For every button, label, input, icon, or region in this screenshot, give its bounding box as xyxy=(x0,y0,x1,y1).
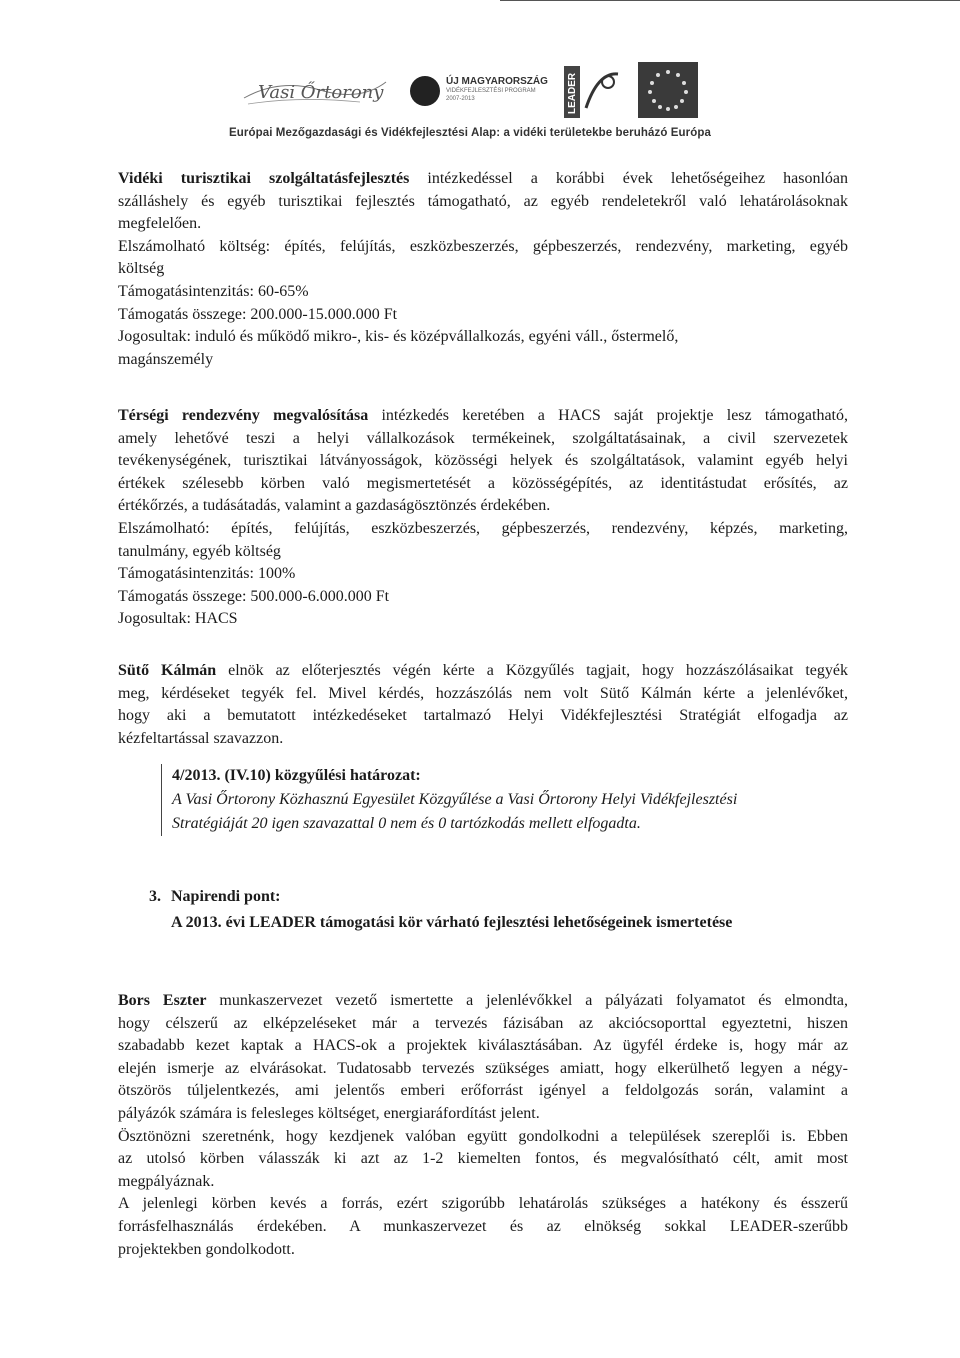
section-vote-request xyxy=(118,660,848,750)
text-line: elnök az előterjesztés végén kérte a Közgyűlés tagjait, hogy hozzászólásaikat tegyék xyxy=(216,662,848,679)
text-line: Elszámolható költség: építés, felújítás, eszközbeszerzés, gépbeszerzés, rendezvény, marketing, egyéb xyxy=(118,237,848,255)
text-line: meg, kérdéseket tegyék fel. Mivel kérdés, hozzászólás nem volt Sütő Kálmán kérte a jelenlévőket, xyxy=(118,684,848,702)
hu-logo-years: 2007-2013 xyxy=(446,96,475,102)
text-line: pályázók számára is felesleges költséget, energiaráfordítást jelent. xyxy=(118,1104,540,1122)
text-line: Jogosultak: HACS xyxy=(118,610,238,628)
text-line: munkaszervezet vezető ismertette a jelenlévőkkel a pályázati folyamatot és elmondta, xyxy=(206,992,849,1009)
agenda-label: Napirendi pont: xyxy=(171,888,281,905)
agenda-item xyxy=(149,885,849,935)
text-line: megfelelően. xyxy=(118,215,202,233)
text-line: A jelenlegi körben kevés a forrás, ezért szigorúbb lehatárolás szükséges a hatékony és ésszerű xyxy=(118,1195,848,1213)
speaker-name: Sütő Kálmán xyxy=(118,662,217,679)
text-line: költség xyxy=(118,260,165,278)
text-line: elején ismerje az elvárásokat. Tudatosabb tervezés szükséges amiatt, hogy elkerülhető legyen a négy- xyxy=(118,1059,848,1077)
text-line: Támogatásintenzitás: 100% xyxy=(118,565,296,583)
header-logos xyxy=(240,58,700,123)
text-line: projektekben gondolkodott. xyxy=(118,1240,295,1258)
program-emblem-icon xyxy=(410,76,440,106)
text-line: Támogatás összege: 200.000-15.000.000 Ft xyxy=(118,305,398,323)
eu-flag-logo xyxy=(638,62,698,118)
text-line: amely lehetővé teszi a helyi vállalkozások termékeinek, szolgáltatásainak, a civil szervezetek xyxy=(118,429,848,447)
text-line: Támogatás összege: 500.000-6.000.000 Ft xyxy=(118,587,390,605)
text-line: intézkedés keretében a HACS saját projektje lesz támogatható, xyxy=(368,407,848,424)
text-line: kézfeltartással szavazzon. xyxy=(118,729,284,747)
text-line: Stratégiáját 20 igen szavazattal 0 nem és 0 tartózkodás mellett elfogadta. xyxy=(172,815,641,832)
section-title: Térségi rendezvény megvalósítása xyxy=(118,407,369,424)
text-line: Ösztönözni szeretnénk, hogy kezdjenek valóban együtt gondolkodni a települések szereplői is. Ebben xyxy=(118,1127,848,1145)
header-caption: Európai Mezőgazdasági és Vidékfejlesztési Alap: a vidéki területekbe beruházó Európa xyxy=(229,127,711,139)
agenda-number: 3. xyxy=(149,888,161,905)
resolution-text xyxy=(172,788,872,836)
hu-logo-title: ÚJ MAGYARORSZÁG xyxy=(446,76,548,87)
leader-logo-text: LEADER xyxy=(567,72,578,114)
section-regional-event xyxy=(118,405,848,631)
text-line: Jogosultak: induló és működő mikro-, kis- és középvállalkozás, egyéni váll., őstermelő, xyxy=(118,328,679,346)
text-line: megpályáznak. xyxy=(118,1172,215,1190)
text-line: magánszemély xyxy=(118,350,214,368)
text-line: intézkedéssel a korábbi évek lehetőségeihez hasonlóan xyxy=(409,170,848,187)
section-leader-briefing xyxy=(118,990,848,1261)
text-line: értékek szélesebb körben való megismertetését a közösségépítés, az identitástudat erősítés, az xyxy=(118,474,848,492)
text-line: A Vasi Őrtorony Közhasznú Egyesület Közgyűlése a Vasi Őrtorony Helyi Vidékfejlesztési xyxy=(172,791,738,808)
section-title: Vidéki turisztikai szolgáltatásfejlesztés xyxy=(118,170,410,187)
hu-logo-subtitle: VIDÉKFEJLESZTÉSI PROGRAM xyxy=(446,88,536,94)
text-line: az utolsó körben válasszák ki azt az 1-2 kiemelten fontos, és megvalósítható célt, amit most xyxy=(118,1150,848,1168)
text-line: tanulmány, egyéb költség xyxy=(118,542,281,560)
text-line: értékőrzés, a tudásátadás, valamint a gazdaságösztönzés érdekében. xyxy=(118,497,551,515)
agenda-title: A 2013. évi LEADER támogatási kör várható fejlesztési lehetőségeinek ismertetése xyxy=(171,914,733,931)
section-rural-tourism xyxy=(118,168,848,371)
text-line: hogy aki a bemutatott intézkedéseket tartalmazó Helyi Vidékfejlesztési Stratégiát elfogadja az xyxy=(118,707,848,725)
text-line: forrásfelhasználás érdekében. A munkaszervezet és az elnökség sokkal LEADER-szerűbb xyxy=(118,1217,848,1235)
speaker-name: Bors Eszter xyxy=(118,992,207,1009)
text-line: hogy célszerű az elképzeléseket már a tervezés fázisában az akciócsoporttal egyeztetni, hiszen xyxy=(118,1014,848,1032)
text-line: szálláshely és egyéb turisztikai fejlesztés támogatható, az egyéb rendeletekről való lehatárolásoknak xyxy=(118,192,848,210)
leader-logo xyxy=(562,64,622,120)
text-line: Elszámolható: építés, felújítás, eszközbeszerzés, gépbeszerzés, rendezvény, képzés, marketing, xyxy=(118,519,848,537)
text-line: ötszörös túljelentkezés, ami jelentős emberi erőforrást igényel a feldolgozás során, valamint a xyxy=(118,1082,848,1100)
page-edge-line xyxy=(500,0,960,1)
text-line: tevékenységének, turisztikai látványosságok, közösségi helyek és szolgáltatások, valamint egyéb helyi xyxy=(118,452,848,470)
vasi-ortorony-logo xyxy=(240,68,390,112)
text-line: szabadabb kezet kaptak a HACS-ok a projektek kiválasztásában. Az ügyfél érdeke is, hogy már az xyxy=(118,1037,848,1055)
text-line: Támogatásintenzitás: 60-65% xyxy=(118,282,309,300)
logo-wordmark: Vasi Őrtorony xyxy=(258,82,384,103)
uj-magyarorszag-logo xyxy=(408,70,558,116)
resolution-box xyxy=(161,764,872,836)
resolution-title: 4/2013. (IV.10) közgyűlési határozat: xyxy=(172,767,421,784)
